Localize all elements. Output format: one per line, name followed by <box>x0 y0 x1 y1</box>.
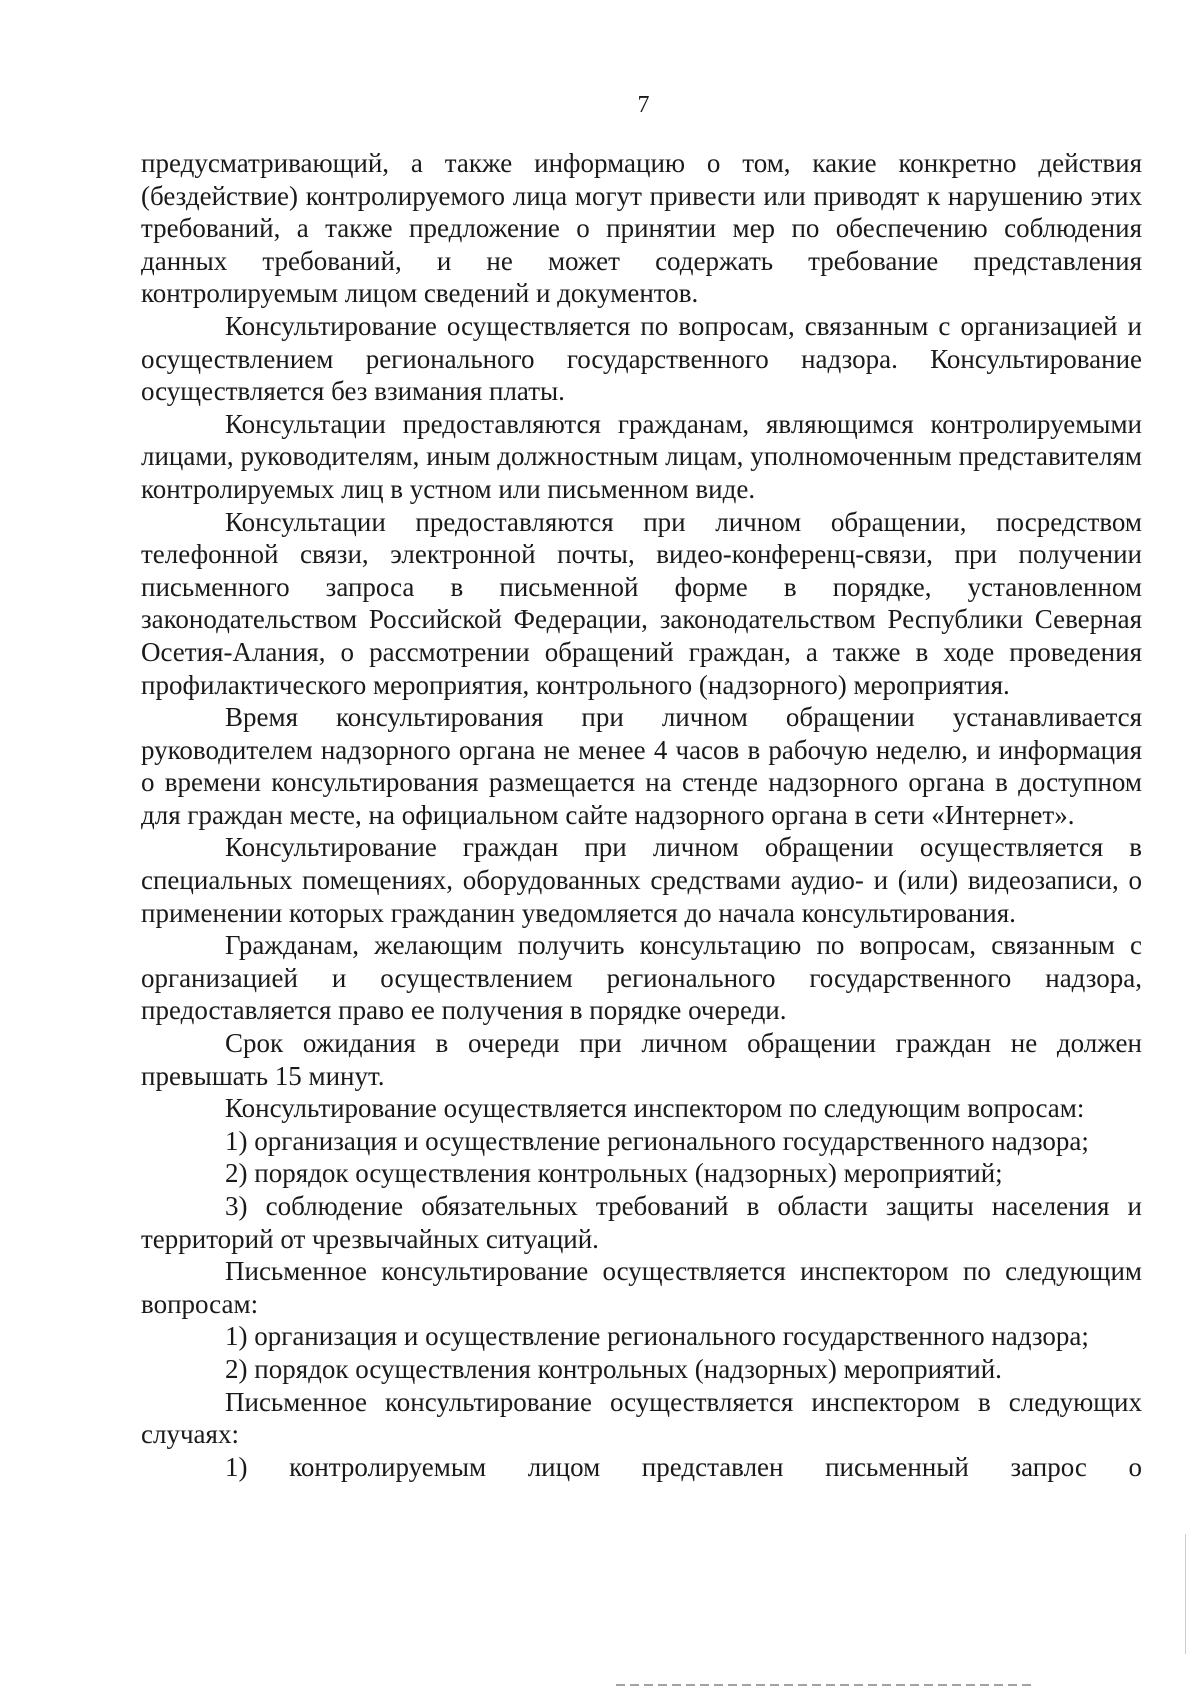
document-body <box>141 147 1142 1483</box>
list-item: 1) организация и осуществление регионального государственного надзора; <box>225 1321 1089 1352</box>
list-item: 3) соблюдение обязательных требований в области защиты населения и территорий от чрезвычайных ситуаций. <box>141 1191 1142 1254</box>
page-number: 7 <box>637 92 650 118</box>
list-item: 1) организация и осуществление регионального государственного надзора; <box>225 1125 1089 1156</box>
paragraph: Консультирование граждан при личном обращении осуществляется в специальных помещениях, оборудованных средствами аудио- и (или) видеозаписи, о применении которых гражданин уведомляется до начала консультирования. <box>141 832 1142 928</box>
list-item: 2) порядок осуществления контрольных (надзорных) мероприятий; <box>225 1158 1003 1189</box>
paragraph: предусматривающий, а также информацию о том, какие конкретно действия (бездействие) контролируемого лица могут привести или приводят к нарушению этих требований, а также предложение о принятии мер по обеспечению соблюдения данных требований, и не может содержать требование представления контролируемым лицом сведений и документов. <box>141 148 1142 309</box>
paragraph: Письменное консультирование осуществляется инспектором в следующих случаях: <box>141 1386 1142 1450</box>
list-item: 2) порядок осуществления контрольных (надзорных) мероприятий. <box>225 1353 1002 1384</box>
list-item: 1) контролируемым лицом представлен письменный запрос о <box>225 1451 1142 1482</box>
paragraph: Гражданам, желающим получить консультацию по вопросам, связанным с организацией и осуществлением регионального государственного надзора, предоставляется право ее получения в порядке очереди. <box>141 930 1142 1026</box>
paragraph: Письменное консультирование осуществляется инспектором по следующим вопросам: <box>141 1256 1142 1319</box>
paragraph: Срок ожидания в очереди при личном обращении граждан не должен превышать 15 минут. <box>141 1028 1142 1091</box>
paragraph: Время консультирования при личном обращении устанавливается руководителем надзорного органа не менее 4 часов в рабочую неделю, и информация о времени консультирования размещается на стенде надзорного органа в доступном для граждан месте, на официальном сайте надзорного органа в сети «Интернет». <box>141 702 1142 830</box>
paragraph: Консультирование осуществляется по вопросам, связанным с организацией и осуществлением регионального государственного надзора. Консультирование осуществляется без взимания платы. <box>141 310 1142 407</box>
paragraph: Консультации предоставляются при личном обращении, посредством телефонной связи, электронной почты, видео-конференц-связи, при получении письменного запроса в письменной форме в порядке, установленном законодательством Российской Федерации, законодательством Республики Северная Осетия-Алания, о рассмотрении обращений граждан, а также в ходе проведения профилактического мероприятия, контрольного (надзорного) мероприятия. <box>141 506 1142 700</box>
scan-artifact-line <box>616 1684 1036 1686</box>
paragraph: Консультирование осуществляется инспектором по следующим вопросам: <box>225 1093 1085 1124</box>
paragraph: Консультации предоставляются гражданам, являющимся контролируемыми лицами, руководителям, иным должностным лицам, уполномоченным представителям контролируемых лиц в устном или письменном виде. <box>141 408 1142 504</box>
scan-artifact-edge <box>1185 1534 1196 1654</box>
